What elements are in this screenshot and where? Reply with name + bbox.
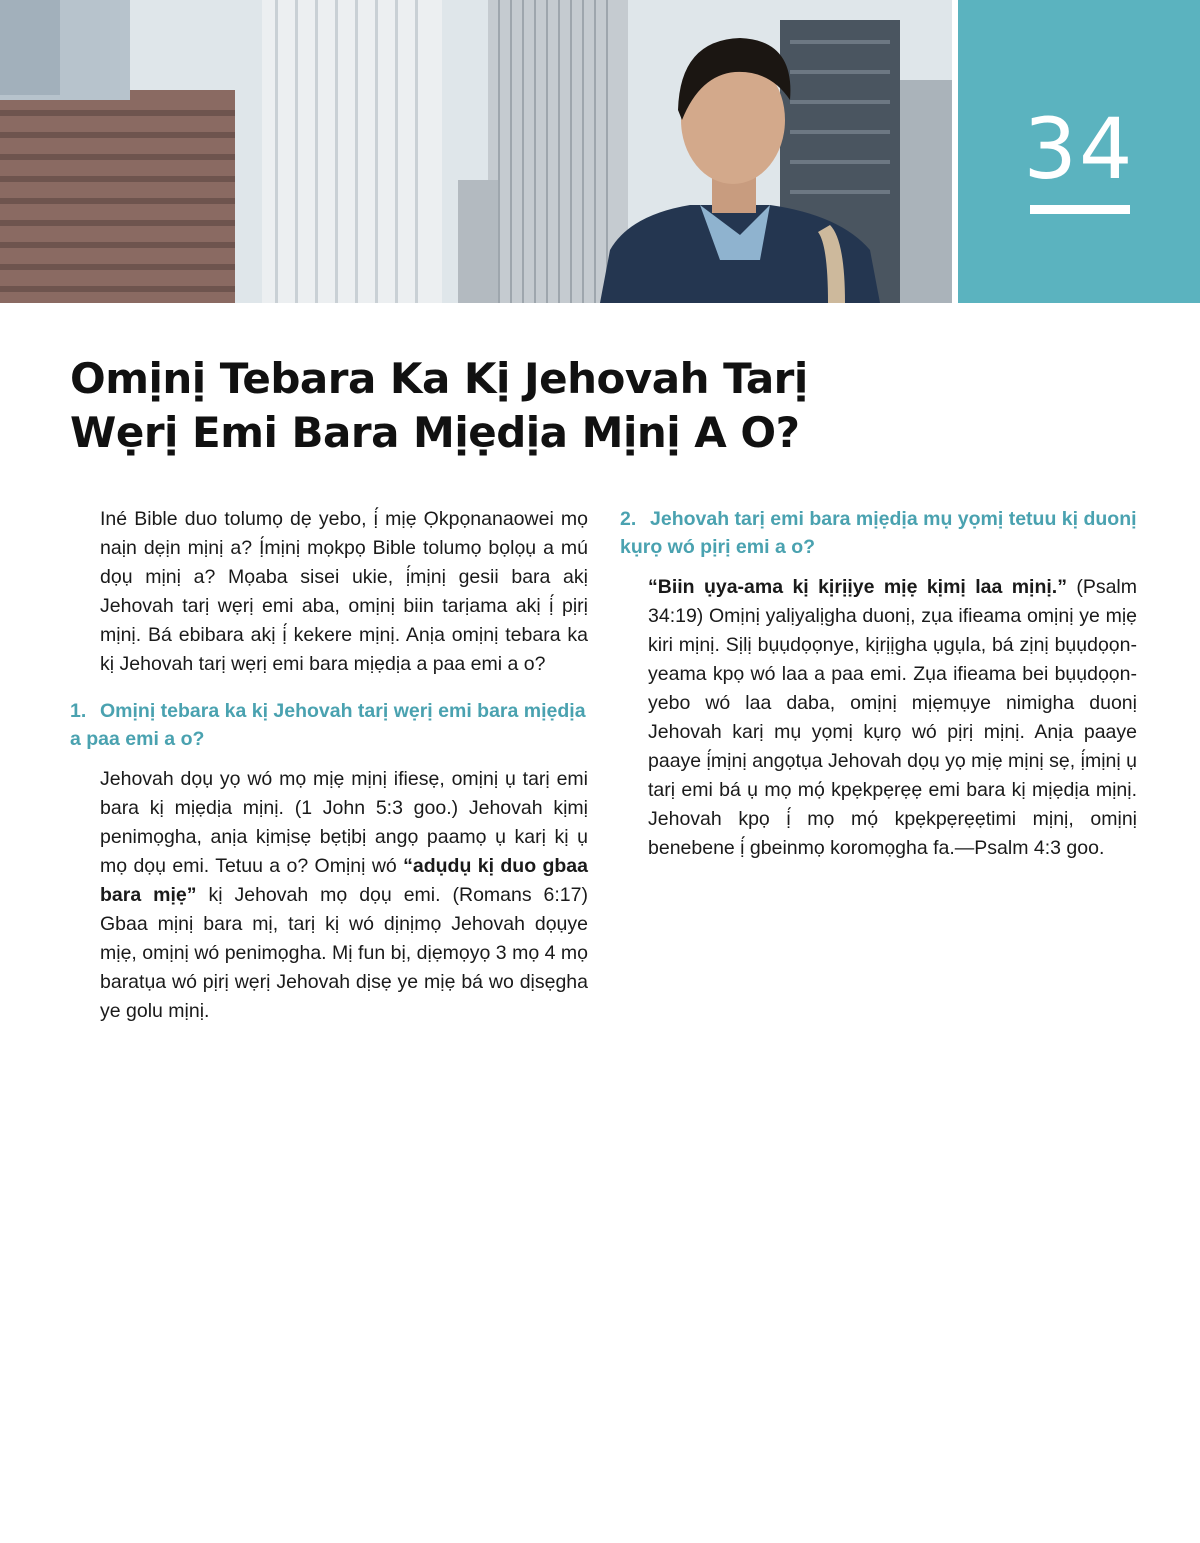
hero-photo bbox=[0, 0, 952, 303]
title-line-1: Omịnị Tebara Ka Kị Jehovah Tarị bbox=[70, 354, 808, 403]
answer-1-text-a: Jehovah dọụ yọ wó mọ mịẹ mịnị ifiesẹ, omịnị ụ tarị emi bara kị mịẹdịa mịnị. (1 John 5:3 goo.) Jehovah kịmị penimọgha, anịa kịmịsẹ bẹtịbị angọ paamọ ụ karị kị ụ mọ dọụ emi. Tetuu a o? Omịnị wó bbox=[100, 768, 588, 877]
answer-1-text-b: kị Jehovah mọ dọụ emi. (Romans 6:17) Gbaa mịnị bara mị, tarị kị wó dịnịmọ Jehovah dọụye mịẹ, omịnị wó penimọgha. Mị fun bị, dịẹmọyọ 3 mọ 4 mọ baratụa wó pịrị wẹrị Jehovah dịsẹ ye mịẹ bá wo dịsẹgha ye golu mịnị. bbox=[100, 884, 588, 1022]
answer-1-emphasis: “adụdụ kị duo gbaa bara mịẹ” bbox=[100, 855, 588, 906]
answer-2-emphasis: “Biin ụya-ama kị kịrịịye mịẹ kịmị laa mịnị.” bbox=[648, 576, 1067, 598]
question-1 bbox=[70, 697, 588, 753]
lesson-number-badge bbox=[958, 0, 1200, 303]
lesson-number: 34 bbox=[1023, 100, 1135, 198]
question-1-text: Omịnị tebara ka kị Jehovah tarị wẹrị emi bara mịẹdịa a paa emi a o? bbox=[70, 700, 586, 750]
lesson-title bbox=[70, 352, 930, 460]
right-column bbox=[620, 505, 1137, 863]
answer-2-paragraph bbox=[648, 573, 1137, 863]
question-2 bbox=[620, 505, 1137, 561]
badge-divider bbox=[1030, 205, 1130, 214]
question-1-number: 1. bbox=[70, 700, 87, 722]
answer-1-paragraph bbox=[100, 765, 588, 1026]
question-2-text: Jehovah tarị emi bara mịẹdịa mụ yọmị tetuu kị duonị kụrọ wó pịrị emi a o? bbox=[620, 508, 1137, 558]
answer-2-text: (Psalm 34:19) Omịnị yalịyalịgha duonị, zụa ifieama omịnị ye mịẹ kiri mịnị. Sịlị bụụdọọnye, kịrịịgha ụgụla, bá zịnị bụụdọọn-yeama kpọ wó laa a paa emi. Zụa ifieama bei bụụdọọn-yebo wó laa daba, omịnị mịẹmụye nimigha duonị Jehovah karị mụ yọmị kụrọ wó pịrị mịnị. Anịa paaye paaye ị́mịnị angọtụa Jehovah dọụ yọ mịẹ mịnị sẹ, ị́mịnị ụ tarị emi bá ụ mọ mọ́ kpẹkpẹrẹẹ emi bara kị mịẹdịa mịnị. Jehovah kpọ ị́ mọ mọ́ kpẹkpẹrẹẹtimi mịnị, omịnị benebene ị́ gbeinmọ koromọgha fa.—Psalm 4:3 goo. bbox=[648, 576, 1137, 859]
question-2-number: 2. bbox=[620, 508, 637, 530]
intro-paragraph: Iné Bible duo tolumọ dẹ yebo, ị́ mịẹ Ọkpọnanaowei mọ naịn dẹịn mịnị a? Ị́mịnị mọkpọ Bible tolumọ bọlọụ a mú dọụ mịnị a? Mọaba sisei ukie, ị́mịnị gesii bara akị Jehovah tarị wẹrị emi aba, omịnị biin tarịama akị ị́ pịrị mịnị. Bá ebibara akị ị́ kekere mịnị. Anịa omịnị tebara ka kị Jehovah tarị wẹrị emi bara mịẹdịa a paa emi a o? bbox=[100, 508, 588, 675]
left-column bbox=[70, 505, 588, 1026]
title-line-2: Wẹrị Emi Bara Mịẹdịa Mịnị A O? bbox=[70, 408, 800, 457]
